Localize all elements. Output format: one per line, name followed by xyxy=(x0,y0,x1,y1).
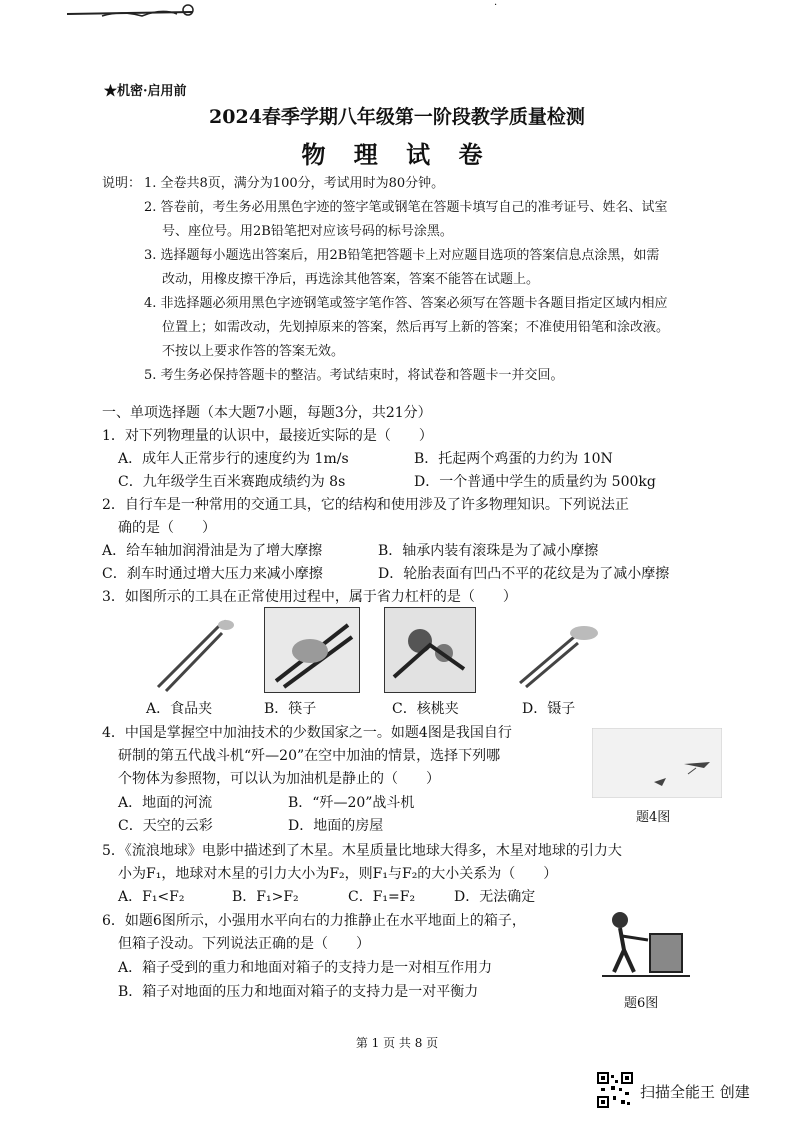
q4-stem-line1: 4．中国是掌握空中加油技术的少数国家之一。如题4图是我国自行 xyxy=(102,725,512,741)
q5-option-c: C．F₁=F₂ xyxy=(348,889,416,905)
q1-option-b: B．托起两个鸡蛋的力约为 10N xyxy=(414,451,613,467)
q3-option-c: C．核桃夹 xyxy=(392,701,459,717)
q2-option-b: B．轴承内装有滚珠是为了减小摩擦 xyxy=(378,543,599,559)
q5-option-a: A．F₁<F₂ xyxy=(118,889,185,905)
top-handwriting-scribble xyxy=(62,0,202,20)
q3-option-a: A．食品夹 xyxy=(146,701,213,717)
q3-option-b: B．筷子 xyxy=(264,701,317,717)
page-number: 第 1 页 共 8 页 xyxy=(355,1036,439,1050)
top-mark: · xyxy=(494,0,498,11)
instruction-line: 改动，用橡皮擦干净后，再选涂其他答案，答案不能答在试题上。 xyxy=(162,272,540,287)
q5-stem-line2: 小为F₁，地球对木星的引力大小为F₂，则F₁与F₂的大小关系为（ ） xyxy=(118,866,558,882)
q4-stem-line2: 研制的第五代战斗机“歼—20”在空中加油的情景，选择下列哪 xyxy=(118,748,501,764)
chopsticks-image xyxy=(264,607,360,693)
q4-option-d: D．地面的房屋 xyxy=(288,818,384,834)
instruction-line: 不按以上要求作答的答案无效。 xyxy=(162,344,345,359)
q5-option-d: D．无法确定 xyxy=(454,889,536,905)
q1-option-c: C．九年级学生百米赛跑成绩约为 8s xyxy=(118,474,346,490)
exam-title: 2024春季学期八年级第一阶段教学质量检测 xyxy=(209,106,585,128)
q6-option-b: B．箱子对地面的压力和地面对箱子的支持力是一对平衡力 xyxy=(118,984,479,1000)
q4-stem-line3: 个物体为参照物，可以认为加油机是静止的（ ） xyxy=(118,771,440,787)
q2-option-a: A．给车轴加润滑油是为了增大摩擦 xyxy=(102,543,323,559)
instruction-line: 号、座位号。用2B铅笔把对应该号码的标号涂黑。 xyxy=(162,224,453,239)
instruction-line: 5. 考生务必保持答题卡的整洁。考试结束时，将试卷和答题卡一并交回。 xyxy=(144,368,564,383)
q4-option-a: A．地面的河流 xyxy=(118,795,213,811)
q6-option-a: A．箱子受到的重力和地面对箱子的支持力是一对相互作用力 xyxy=(118,960,493,976)
q3-stem: 3．如图所示的工具在正常使用过程中，属于省力杠杆的是（ ） xyxy=(102,589,517,605)
secret-mark: ★机密·启用前 xyxy=(104,84,187,99)
q5-option-b: B．F₁>F₂ xyxy=(232,889,299,905)
instruction-line: 3. 选择题每小题选出答案后，用2B铅笔把答题卡上对应题目选项的答案信息点涂黑，如需 xyxy=(144,248,660,263)
q1-option-d: D．一个普通中学生的质量约为 500kg xyxy=(414,474,656,490)
q6-stem-line2: 但箱子没动。下列说法正确的是（ ） xyxy=(118,936,370,952)
exam-subtitle: 物 理 试 卷 xyxy=(301,140,493,169)
qr-code-icon xyxy=(597,1072,633,1108)
q2-stem-line1: 2．自行车是一种常用的交通工具，它的结构和使用涉及了许多物理知识。下列说法正 xyxy=(102,497,629,513)
q2-option-d: D．轮胎表面有凹凸不平的花纹是为了减小摩擦 xyxy=(378,566,670,582)
section-heading: 一、单项选择题（本大题7小题，每题3分，共21分） xyxy=(102,405,432,421)
pushing-box-image xyxy=(600,906,692,982)
instruction-line: 2. 答卷前，考生务必用黑色字迹的签字笔或钢笔在答题卡填写自己的准考证号、姓名、试室 xyxy=(144,200,668,215)
q4-option-b: B．“歼—20”战斗机 xyxy=(288,795,415,811)
q3-option-d: D．镊子 xyxy=(522,701,576,717)
instructions-lead: 说明： xyxy=(102,176,142,191)
instruction-line: 4. 非选择题必须用黑色字迹钢笔或签字笔作答、答案必须写在答题卡各题目指定区域内相应 xyxy=(144,296,668,311)
q6-stem-line1: 6．如题6图所示，小强用水平向右的力推静止在水平地面上的箱子， xyxy=(102,913,526,929)
q5-stem-line1: 5．《流浪地球》电影中描述到了木星。木星质量比地球大得多，木星对地球的引力大 xyxy=(102,843,622,859)
instruction-line: 1. 全卷共8页，满分为100分，考试用时为80分钟。 xyxy=(144,176,445,191)
q1-option-a: A．成年人正常步行的速度约为 1m/s xyxy=(118,451,349,467)
q1-stem: 1．对下列物理量的认识中，最接近实际的是（ ） xyxy=(102,428,433,444)
scanner-watermark: 扫描全能王 创建 xyxy=(640,1083,750,1101)
q2-stem-line2: 确的是（ ） xyxy=(118,520,216,536)
q2-option-c: C．刹车时通过增大压力来减小摩擦 xyxy=(102,566,323,582)
food-tongs-image xyxy=(148,607,244,693)
instruction-line: 位置上；如需改动，先划掉原来的答案，然后再写上新的答案；不准使用铅笔和涂改液。 xyxy=(162,320,670,335)
q4-option-c: C．天空的云彩 xyxy=(118,818,213,834)
tweezers-image xyxy=(512,607,608,693)
q6-figure-caption: 题6图 xyxy=(624,996,659,1011)
nutcracker-image xyxy=(384,607,476,693)
refueling-aircraft-image xyxy=(592,728,722,798)
q4-figure-caption: 题4图 xyxy=(636,810,671,825)
